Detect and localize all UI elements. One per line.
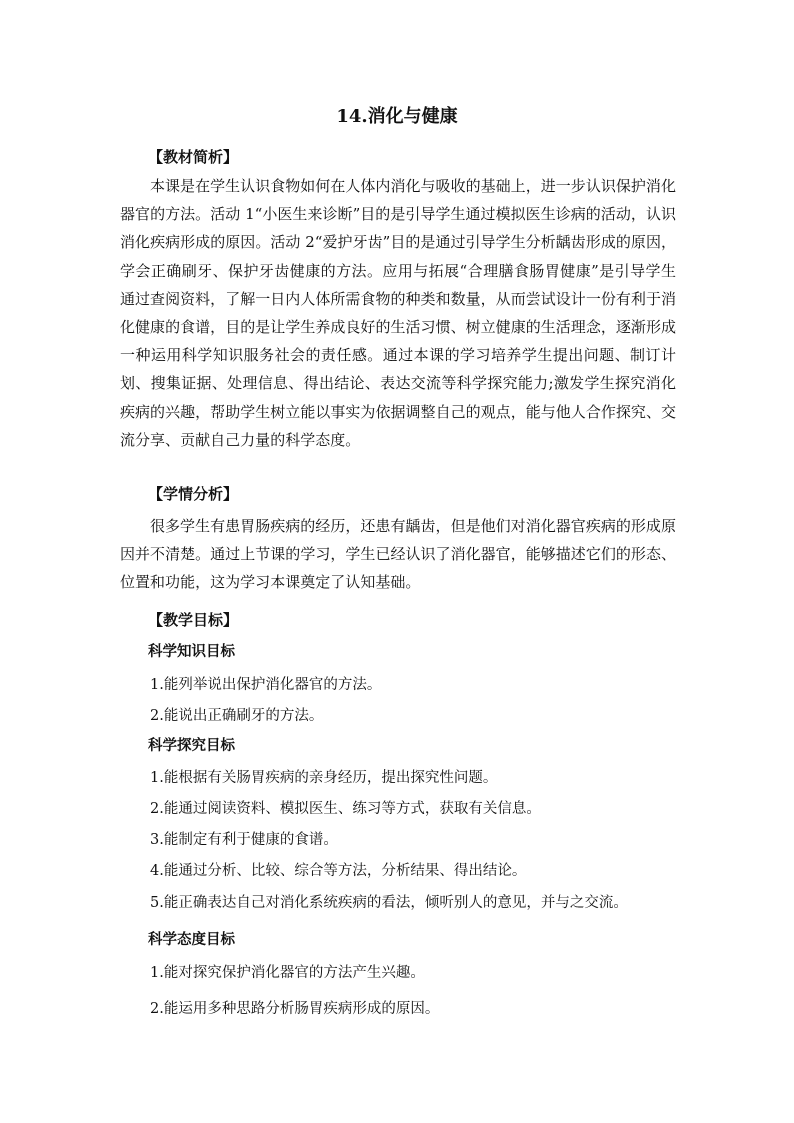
- inquiry-item: 3.能制定有利于健康的食谱。: [150, 832, 338, 848]
- inquiry-item: 2.能通过阅读资料、模拟医生、练习等方式，获取有关信息。: [150, 801, 541, 817]
- inquiry-item: 1.能根据有关肠胃疾病的亲身经历，提出探究性问题。: [150, 770, 498, 786]
- paragraph-learners: 很多学生有患胃肠疾病的经历，还患有龋齿，但是他们对消化器官疾病的形成原因并不清楚。通过上节课的学习，学生已经认识了消化器官，能够描述它们的形态、位置和功能，这为学习本课奠定了认知基础。: [120, 517, 676, 592]
- subheading-inquiry: 科学探究目标: [148, 737, 235, 754]
- subheading-knowledge: 科学知识目标: [148, 643, 235, 660]
- inquiry-item: 4.能通过分析、比较、综合等方法，分析结果、得出结论。: [150, 863, 527, 879]
- knowledge-item: 1.能列举说出保护消化器官的方法。: [150, 677, 382, 693]
- subheading-attitude: 科学态度目标: [148, 931, 235, 948]
- paragraph-material: 本课是在学生认识食物如何在人体内消化与吸收的基础上，进一步认识保护消化器官的方法。活动 1“小医生来诊断”目的是引导学生通过模拟医生诊病的活动，认识消化疾病形成的原因。活动 2“爱护牙齿”目的是通过引导学生分析龋齿形成的原因，学会正确刷牙、保护牙齿健康的方法。应用与拓展“合理膳食肠胃健康”是引导学生通过查阅资料，了解一日内人体所需食物的种类和数量，从而尝试设计一份有利于消化健康的食谱，目的是让学生养成良好的生活习惯、树立健康的生活理念，逐渐形成一种运用科学知识服务社会的责任感。通过本课的学习培养学生提出问题、制订计划、搜集证据、处理信息、得出结论、表达交流等科学探究能力;激发学生探究消化疾病的兴趣，帮助学生树立能以事实为依据调整自己的观点，能与他人合作探究、交流分享、贡献自己力量的科学态度。: [120, 177, 676, 449]
- inquiry-item: 5.能正确表达自己对消化系统疾病的看法，倾听别人的意见，并与之交流。: [150, 895, 628, 911]
- document-title: 14.消化与健康: [336, 106, 458, 127]
- section-heading-objectives: 【教学目标】: [148, 611, 239, 629]
- attitude-item: 1.能对探究保护消化器官的方法产生兴趣。: [150, 965, 425, 981]
- attitude-item: 2.能运用多种思路分析肠胃疾病形成的原因。: [150, 1001, 440, 1017]
- section-heading-material: 【教材简析】: [148, 148, 239, 166]
- section-heading-learners: 【学情分析】: [148, 485, 239, 503]
- knowledge-item: 2.能说出正确刷牙的方法。: [150, 708, 324, 724]
